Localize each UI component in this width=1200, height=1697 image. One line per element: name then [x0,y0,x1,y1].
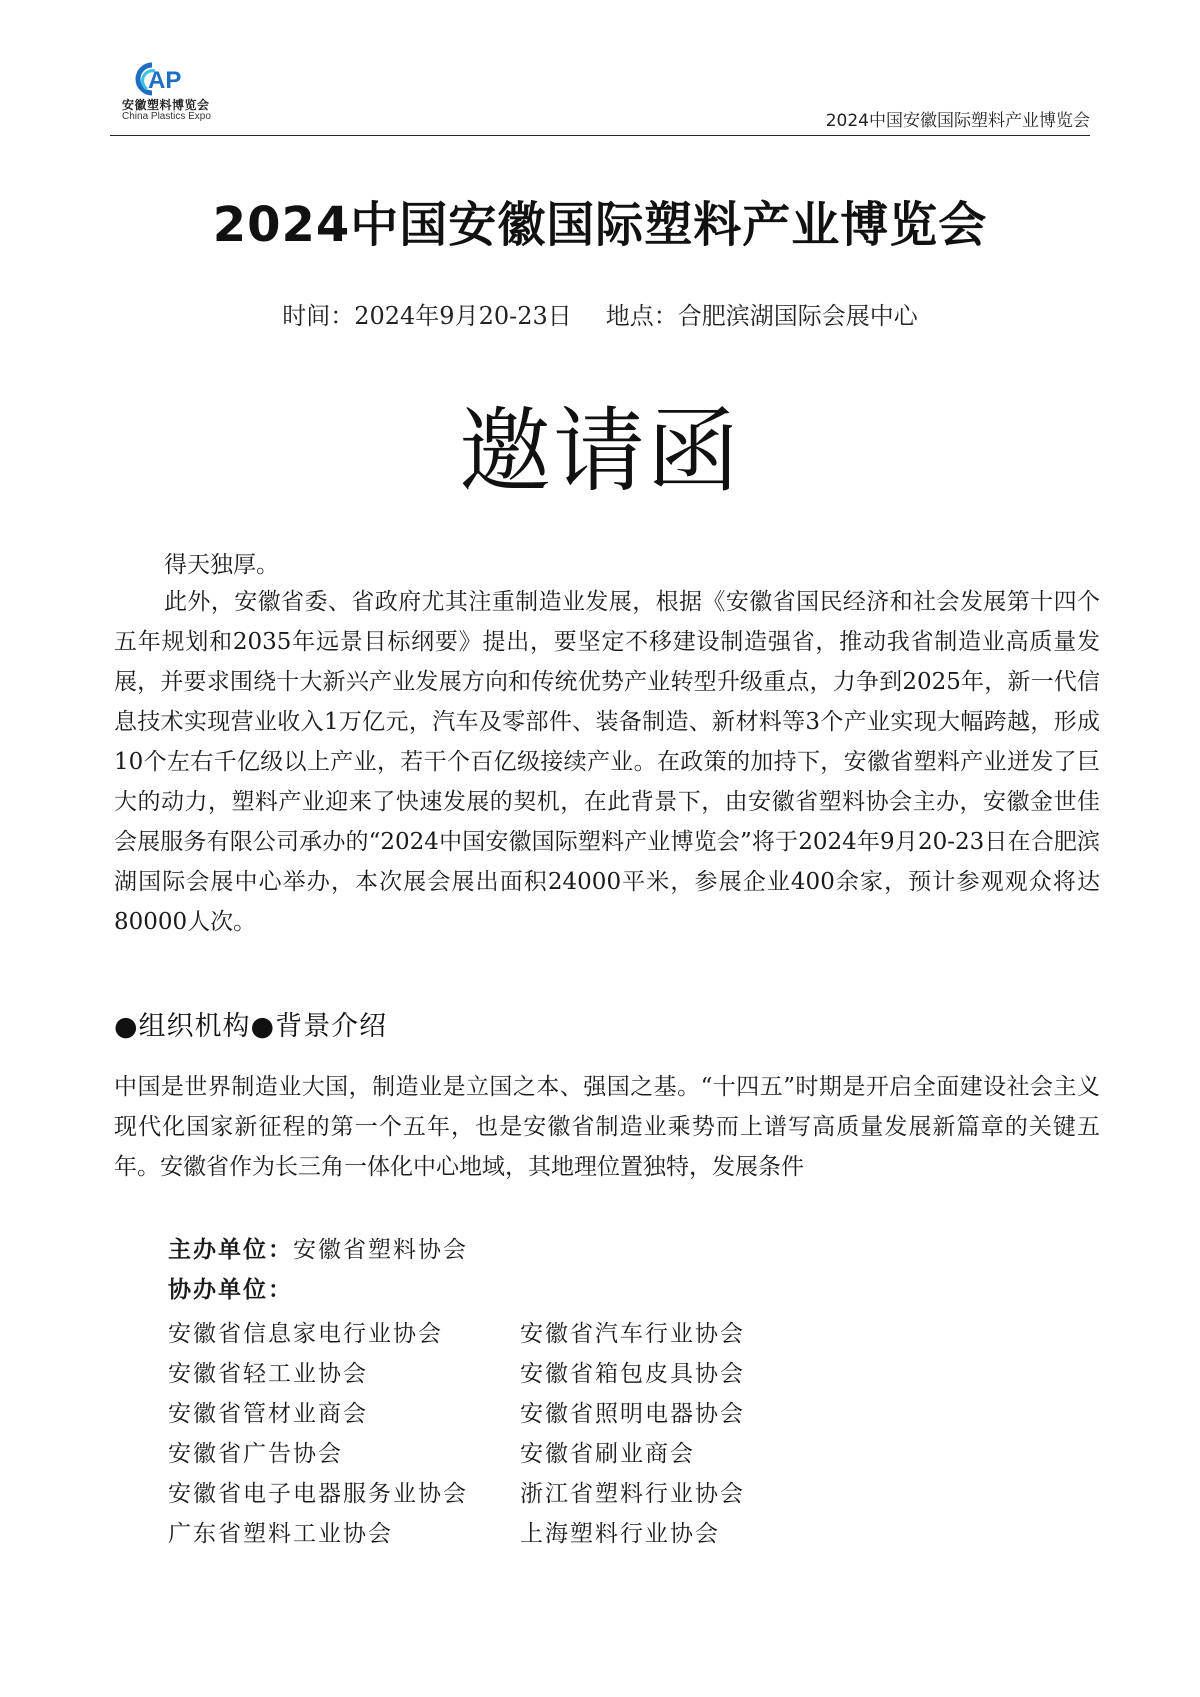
list-item [168,1354,868,1394]
host-value: 安徽省塑料协会 [293,1237,468,1263]
paragraph-3 [114,1067,1100,1187]
paragraph-1-text: 得天独厚。 [164,552,279,578]
invitation-heading: 邀请函 [458,398,741,505]
paragraph-3-text: 中国是世界制造业大国，制造业是立国之本、强国之基。“十四五”时期是开启全面建设社会主义现代化国家新征程的第一个五年，也是安徽省制造业乘势而上谱写高质量发展新篇章的关键五年。安徽省作为长三角一体化中心地域，其地理位置独特，发展条件 [114,1074,1100,1180]
list-item [168,1434,868,1474]
co-organizer: 安徽省汽车行业协会 [520,1321,745,1347]
logo-en-name: China Plastics Expo [122,111,211,122]
expo-logo [110,55,270,125]
paragraph-2-text: 此外，安徽省委、省政府尤其注重制造业发展，根据《安徽省国民经济和社会发展第十四个五年规划和2035年远景目标纲要》提出，要坚定不移建设制造强省，推动我省制造业高质量发展，并要求围绕十大新兴产业发展方向和传统优势产业转型升级重点，力争到2025年，新一代信息技术实现营业收入1万亿元，汽车及零部件、装备制造、新材料等3个产业实现大幅跨越，形成10个左右千亿级以上产业，若干个百亿级接续产业。在政策的加持下，安徽省塑料产业迸发了巨大的动力，塑料产业迎来了快速发展的契机，在此背景下，由安徽省塑料协会主办，安徽金世佳会展服务有限公司承办的“2024中国安徽国际塑料产业博览会”将于2024年9月20-23日在合肥滨湖国际会展中心举办，本次展会展出面积24000平米，参展企业400余家，预计参观观众将达80000人次。 [114,589,1100,935]
paragraph-2 [114,582,1100,942]
co-organizer-list [168,1314,868,1554]
header-title: 2024中国安徽国际塑料产业博览会 [825,111,1090,131]
host-label: 主办单位： [168,1236,293,1263]
host-organizer [168,1231,468,1264]
co-organizer: 安徽省照明电器协会 [520,1401,745,1427]
co-organizer: 上海塑料行业协会 [520,1521,720,1547]
list-item [168,1394,868,1434]
expo-logo-icon [130,59,210,97]
co-organizer-label: 协办单位： [168,1276,293,1303]
event-time: 时间：2024年9月20-23日 [282,302,572,330]
list-item [168,1314,868,1354]
co-organizer: 安徽省轻工业协会 [168,1361,368,1387]
logo-text: AP [148,67,182,94]
co-organizer: 浙江省塑料行业协会 [520,1481,745,1507]
section-heading: ●组织机构●背景介绍 [114,1011,388,1042]
paragraph-1 [114,545,1100,585]
co-organizer: 广东省塑料工业协会 [168,1521,393,1547]
list-item [168,1474,868,1514]
co-organizer: 安徽省信息家电行业协会 [168,1321,443,1347]
co-organizer: 安徽省电子电器服务业协会 [168,1481,468,1507]
event-place: 地点：合肥滨湖国际会展中心 [605,302,918,330]
co-organizer: 安徽省管材业商会 [168,1401,368,1427]
co-organizer: 安徽省广告协会 [168,1441,343,1467]
event-info [0,296,1200,331]
list-item [168,1514,868,1554]
page-title: 2024中国安徽国际塑料产业博览会 [212,197,988,253]
co-organizer: 安徽省箱包皮具协会 [520,1361,745,1387]
co-organizer: 安徽省刷业商会 [520,1441,695,1467]
page-header [110,55,1090,136]
logo-cn-name: 安徽塑料博览会 [122,98,210,112]
